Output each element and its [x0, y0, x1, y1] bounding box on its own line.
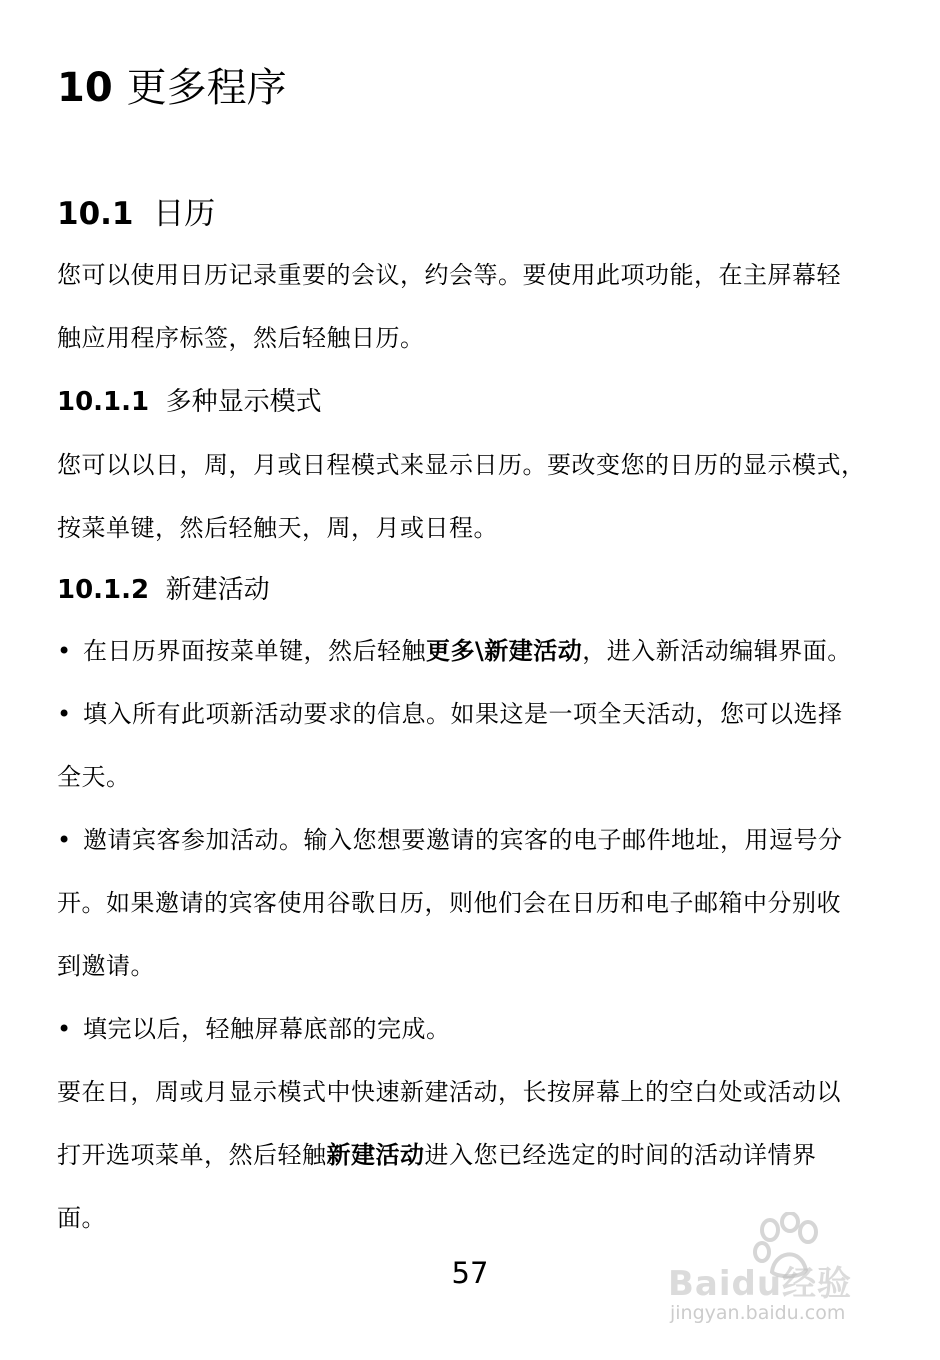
- bullet-text: ，进入新活动编辑界面。: [582, 637, 852, 665]
- watermark-url: jingyan.baidu.com: [670, 1302, 846, 1324]
- bullet-item: [57, 998, 887, 1061]
- bullet-text: 邀请宾客参加活动。输入您想要邀请的宾客的电子邮件地址，用逗号分: [83, 826, 843, 854]
- watermark-brand: Baidu经验: [668, 1264, 853, 1304]
- bullet-item: [57, 809, 887, 998]
- new-event-label: 新建活动: [326, 1141, 425, 1169]
- text-line: 要在日，周或月显示模式中快速新建活动，长按屏幕上的空白处或活动以: [57, 1078, 841, 1106]
- bullet-text: 到邀请。: [57, 952, 155, 980]
- bullet-item: [57, 683, 887, 809]
- bullet-icon: •: [57, 826, 72, 854]
- text-line: 您可以以日，周，月或日程模式来显示日历。要改变您的日历的显示模式，: [57, 451, 866, 479]
- section-number: 10.1: [57, 196, 134, 232]
- chapter-heading: [57, 62, 287, 114]
- bullet-icon: •: [57, 1015, 72, 1043]
- chapter-title: 更多程序: [126, 65, 287, 111]
- text-line: 进入您已经选定的时间的活动详情界: [424, 1141, 817, 1169]
- bullet-text: 在日历界面按菜单键，然后轻触: [83, 637, 426, 665]
- section-heading: [57, 192, 215, 236]
- text-line: 打开选项菜单，然后轻触: [57, 1141, 327, 1169]
- bullet-text: 填入所有此项新活动要求的信息。如果这是一项全天活动，您可以选择: [83, 700, 843, 728]
- text-line: 按菜单键，然后轻触天，周，月或日程。: [57, 514, 498, 542]
- page-number: 57: [451, 1256, 489, 1290]
- section-title: 日历: [153, 196, 216, 232]
- subsection-heading-new-event: [57, 572, 270, 608]
- bullet-icon: •: [57, 700, 72, 728]
- subsection-title: 新建活动: [165, 575, 270, 605]
- text-line: 面。: [57, 1204, 106, 1232]
- display-modes-paragraph: [57, 434, 887, 560]
- menu-path-text: 更多\新建活动: [426, 637, 583, 665]
- subsection-number: 10.1.1: [57, 387, 150, 417]
- subsection-number: 10.1.2: [57, 575, 150, 605]
- chapter-number: 10: [57, 65, 113, 111]
- subsection-heading-display-modes: [57, 384, 322, 420]
- text-line: 您可以使用日历记录重要的会议，约会等。要使用此项功能，在主屏幕轻: [57, 261, 841, 289]
- bullet-item: [57, 620, 887, 683]
- section-intro: [57, 244, 887, 370]
- baidu-watermark: [668, 1212, 908, 1332]
- subsection-title: 多种显示模式: [165, 387, 322, 417]
- bullet-text: 开。如果邀请的宾客使用谷歌日历，则他们会在日历和电子邮箱中分别收: [57, 889, 841, 917]
- text-line: 触应用程序标签，然后轻触日历。: [57, 324, 425, 352]
- bullet-text: 全天。: [57, 763, 131, 791]
- bullet-text: 填完以后，轻触屏幕底部的完成。: [83, 1015, 451, 1043]
- bullet-icon: •: [57, 637, 72, 665]
